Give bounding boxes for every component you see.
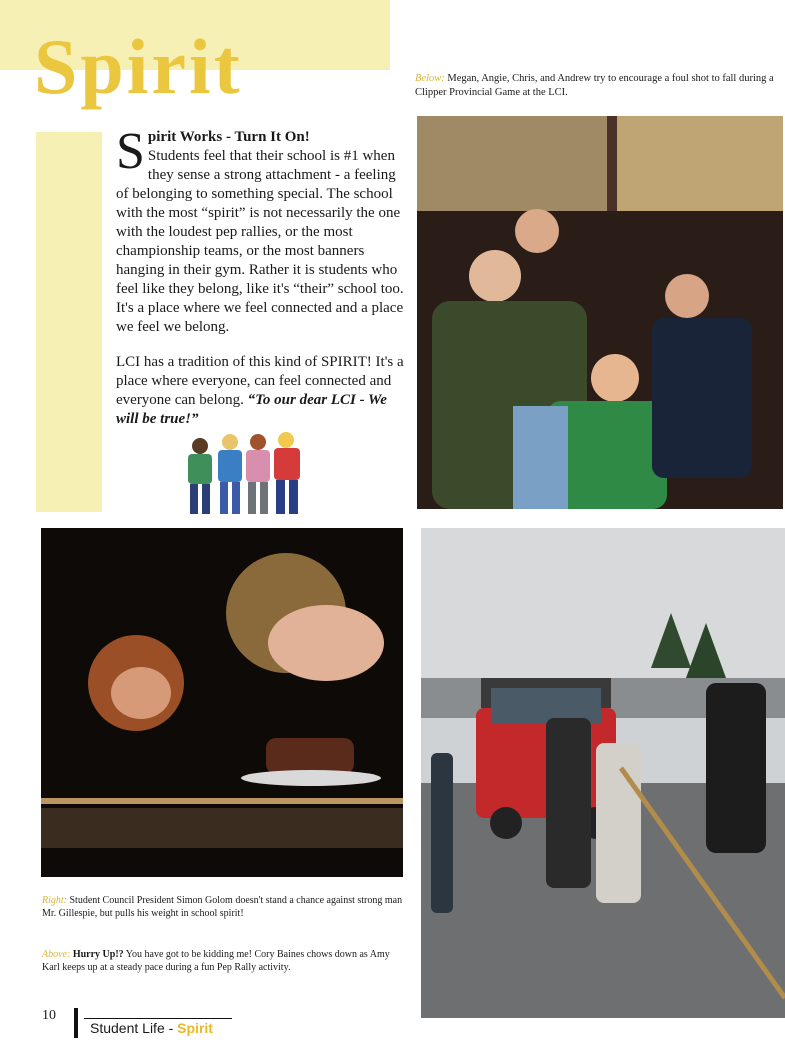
caption-lead: Above: (42, 949, 71, 960)
section-name: Student Life - (90, 1020, 178, 1036)
caption-text: You have got to be kidding me! Cory Baines chows down as Amy Karl keeps up at a steady pace during a fun Pep Rally activity. (42, 949, 390, 973)
decorative-bar (36, 132, 102, 512)
students-clipart (178, 428, 314, 516)
article-headline: pirit Works - Turn It On! (147, 129, 310, 145)
section-label (90, 1020, 213, 1036)
photo-cheering-students (417, 116, 783, 509)
caption-below (415, 72, 780, 100)
photo-tug-of-war (421, 528, 785, 1018)
page-title: Spirit (34, 23, 243, 110)
caption-right (42, 894, 407, 920)
student-figure (274, 432, 300, 514)
caption-text: Megan, Angie, Chris, and Andrew try to encourage a foul shot to fall during a Clipper Provincial Game at the LCI. (415, 73, 774, 98)
footer-rule (84, 1018, 232, 1019)
caption-bold: Hurry Up!? (70, 949, 124, 960)
photo-pie-eating-contest (41, 528, 403, 877)
photo-pie-art (41, 528, 403, 877)
caption-lead: Below: (415, 73, 445, 84)
article (116, 123, 408, 445)
student-figure (218, 434, 242, 514)
page-number: 10 (42, 1008, 56, 1023)
school-motto-quote: “To our dear LCI - We will be true!” (116, 392, 387, 427)
section-accent: Spirit (177, 1020, 213, 1036)
photo-truck-art (421, 528, 785, 1018)
student-figure (188, 438, 212, 514)
photo-crowd-art (417, 116, 783, 509)
drop-cap: S (116, 123, 145, 180)
paragraph-2-text: LCI has a tradition of this kind of SPIRIT! It's a place where everyone, can feel connected and everyone can belong. (116, 354, 404, 408)
article-paragraph-2 (116, 353, 408, 429)
footer-divider (74, 1008, 78, 1038)
caption-lead: Right: (42, 895, 67, 906)
article-paragraph-1: Students feel that their school is #1 when they sense a strong attachment - a feeling of belonging to something special. The school with the most “spirit” is not necessarily the one with the loudest pep rallies, or the most championship teams, or the most banners hanging in their gym. Rather it is students who feel like they belong, like it's “their” school too. It's a place where we feel connected and a place we feel we belong. (116, 148, 404, 335)
caption-above (42, 948, 407, 974)
student-figure (246, 434, 270, 514)
caption-text: Student Council President Simon Golom doesn't stand a chance against strong man Mr. Gillespie, but pulls his weight in school spirit! (42, 895, 403, 919)
